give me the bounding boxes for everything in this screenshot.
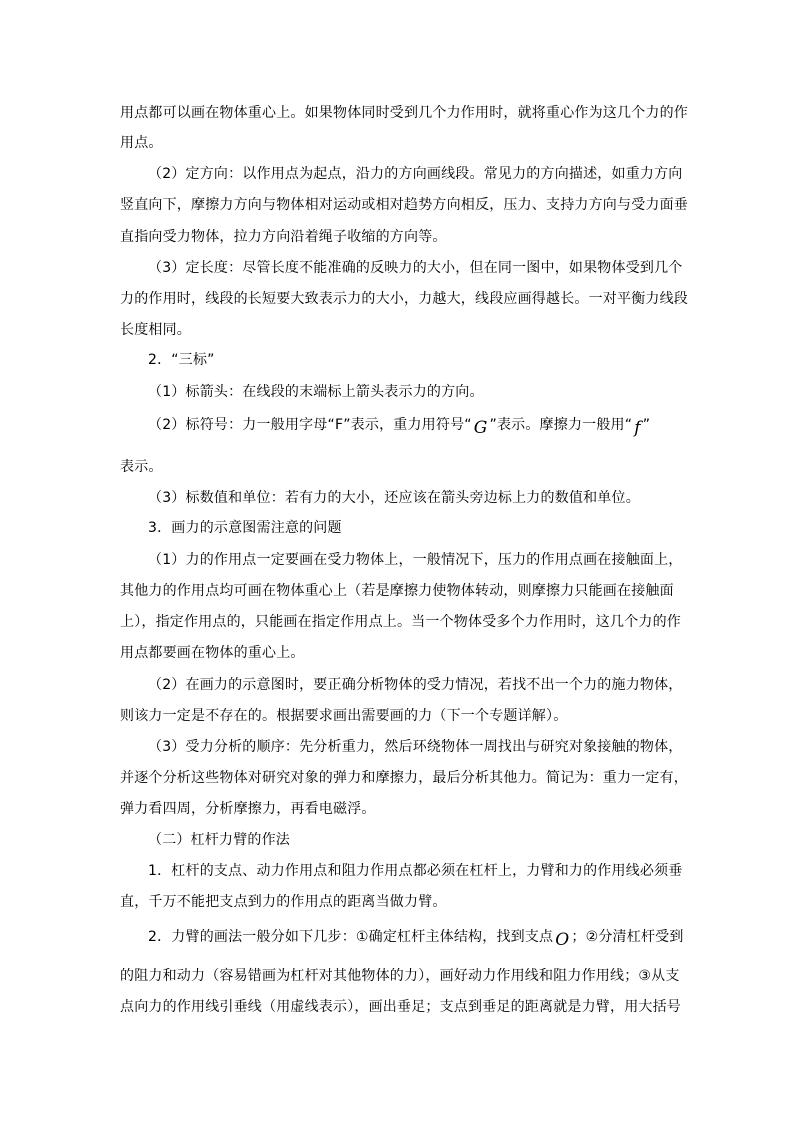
text-line: 则该力一定是不存在的。根据要求画出需要画的力（下一个专题详解）。 [120,708,568,724]
text-line: （3）受力分析的顺序：先分析重力，然后环绕物体一周找出与研究对象接触的物体， [148,739,683,755]
text-line: 表示。 [120,459,163,475]
text-segment: ；②分清杠杆受到 [571,929,684,945]
text-line: 直，千万不能把支点到力的作用点的距离当做力臂。 [120,894,447,910]
text-line: （1）力的作用点一定要画在受力物体上，一般情况下，压力的作用点画在接触面上， [148,552,683,568]
text-line: 1．杠杆的支点、动力作用点和阻力作用点都必须在杠杆上，力臂和力的作用线必须垂 [148,863,683,879]
text-line: 其他力的作用点均可画在物体重心上（若是摩擦力使物体转动，则摩擦力只能画在接触面 [120,583,674,599]
text-segment: （2）标符号：力一般用字母“F”表示，重力用符号“ [148,417,472,433]
math-symbol-O: O [555,930,570,950]
text-line: 并逐个分析这些物体对研究对象的弹力和摩擦力，最后分析其他力。简记为：重力一定有， [120,770,688,786]
text-line: 点向力的作用线引垂线（用虚线表示），画出垂足；支点到垂足的距离就是力臂，用大括号 [120,999,681,1015]
math-symbol-G: G [473,418,488,438]
text-line: 用点都可以画在物体重心上。如果物体同时受到几个力作用时，就将重心作为这几个力的作 [120,105,688,121]
text-line: 力的作用时，线段的长短要大致表示力的大小，力越大，线段应画得越长。一对平衡力线段 [120,291,688,307]
text-segment: 2．力臂的画法一般分如下几步：①确定杠杆主体结构，找到支点 [148,929,554,945]
text-line: 直指向受力物体，拉力方向沿着绳子收缩的方向等。 [120,229,447,245]
text-line: 弹力看四周，分析摩擦力，再看电磁浮。 [120,801,376,817]
text-line: 用点。 [120,135,163,151]
text-line: （3）标数值和单位：若有力的大小，还应该在箭头旁边标上力的数值和单位。 [148,490,640,506]
text-segment: ” [642,417,651,433]
text-line: 的阻力和动力（容易错画为杠杆对其他物体的力），画好动力作用线和阻力作用线；③从支 [120,968,680,984]
text-line: （1）标箭头：在线段的末端标上箭头表示力的方向。 [148,384,484,400]
text-line: （2）定方向：以作用点为起点，沿力的方向画线段。常见力的方向描述，如重力方向 [148,166,683,182]
text-line: 长度相同。 [120,322,191,338]
text-line: 上），指定作用点的，只能画在指定作用点上。当一个物体受多个力作用时，这几个力的作 [120,614,681,630]
text-segment: ”表示。摩擦力一般用“ [489,417,633,433]
math-symbol-f: f [634,418,641,438]
section-heading: 2．“三标” [148,352,215,368]
text-line-with-symbols [148,414,651,438]
section-heading: （二）杠杆力臂的作法 [148,832,290,848]
section-heading: 3．画力的示意图需注意的问题 [148,520,342,536]
text-line: 竖直向下，摩擦力方向与物体相对运动或相对趋势方向相反，压力、支持力方向与受力面垂 [120,197,688,213]
text-line: （2）在画力的示意图时，要正确分析物体的受力情况，若找不出一个力的施力物体， [148,677,683,693]
text-line: 用点都要画在物体的重心上。 [120,645,305,661]
text-line: （3）定长度：尽管长度不能准确的反映力的大小，但在同一图中，如果物体受到几个 [148,260,683,276]
text-line-with-symbols [148,926,684,950]
